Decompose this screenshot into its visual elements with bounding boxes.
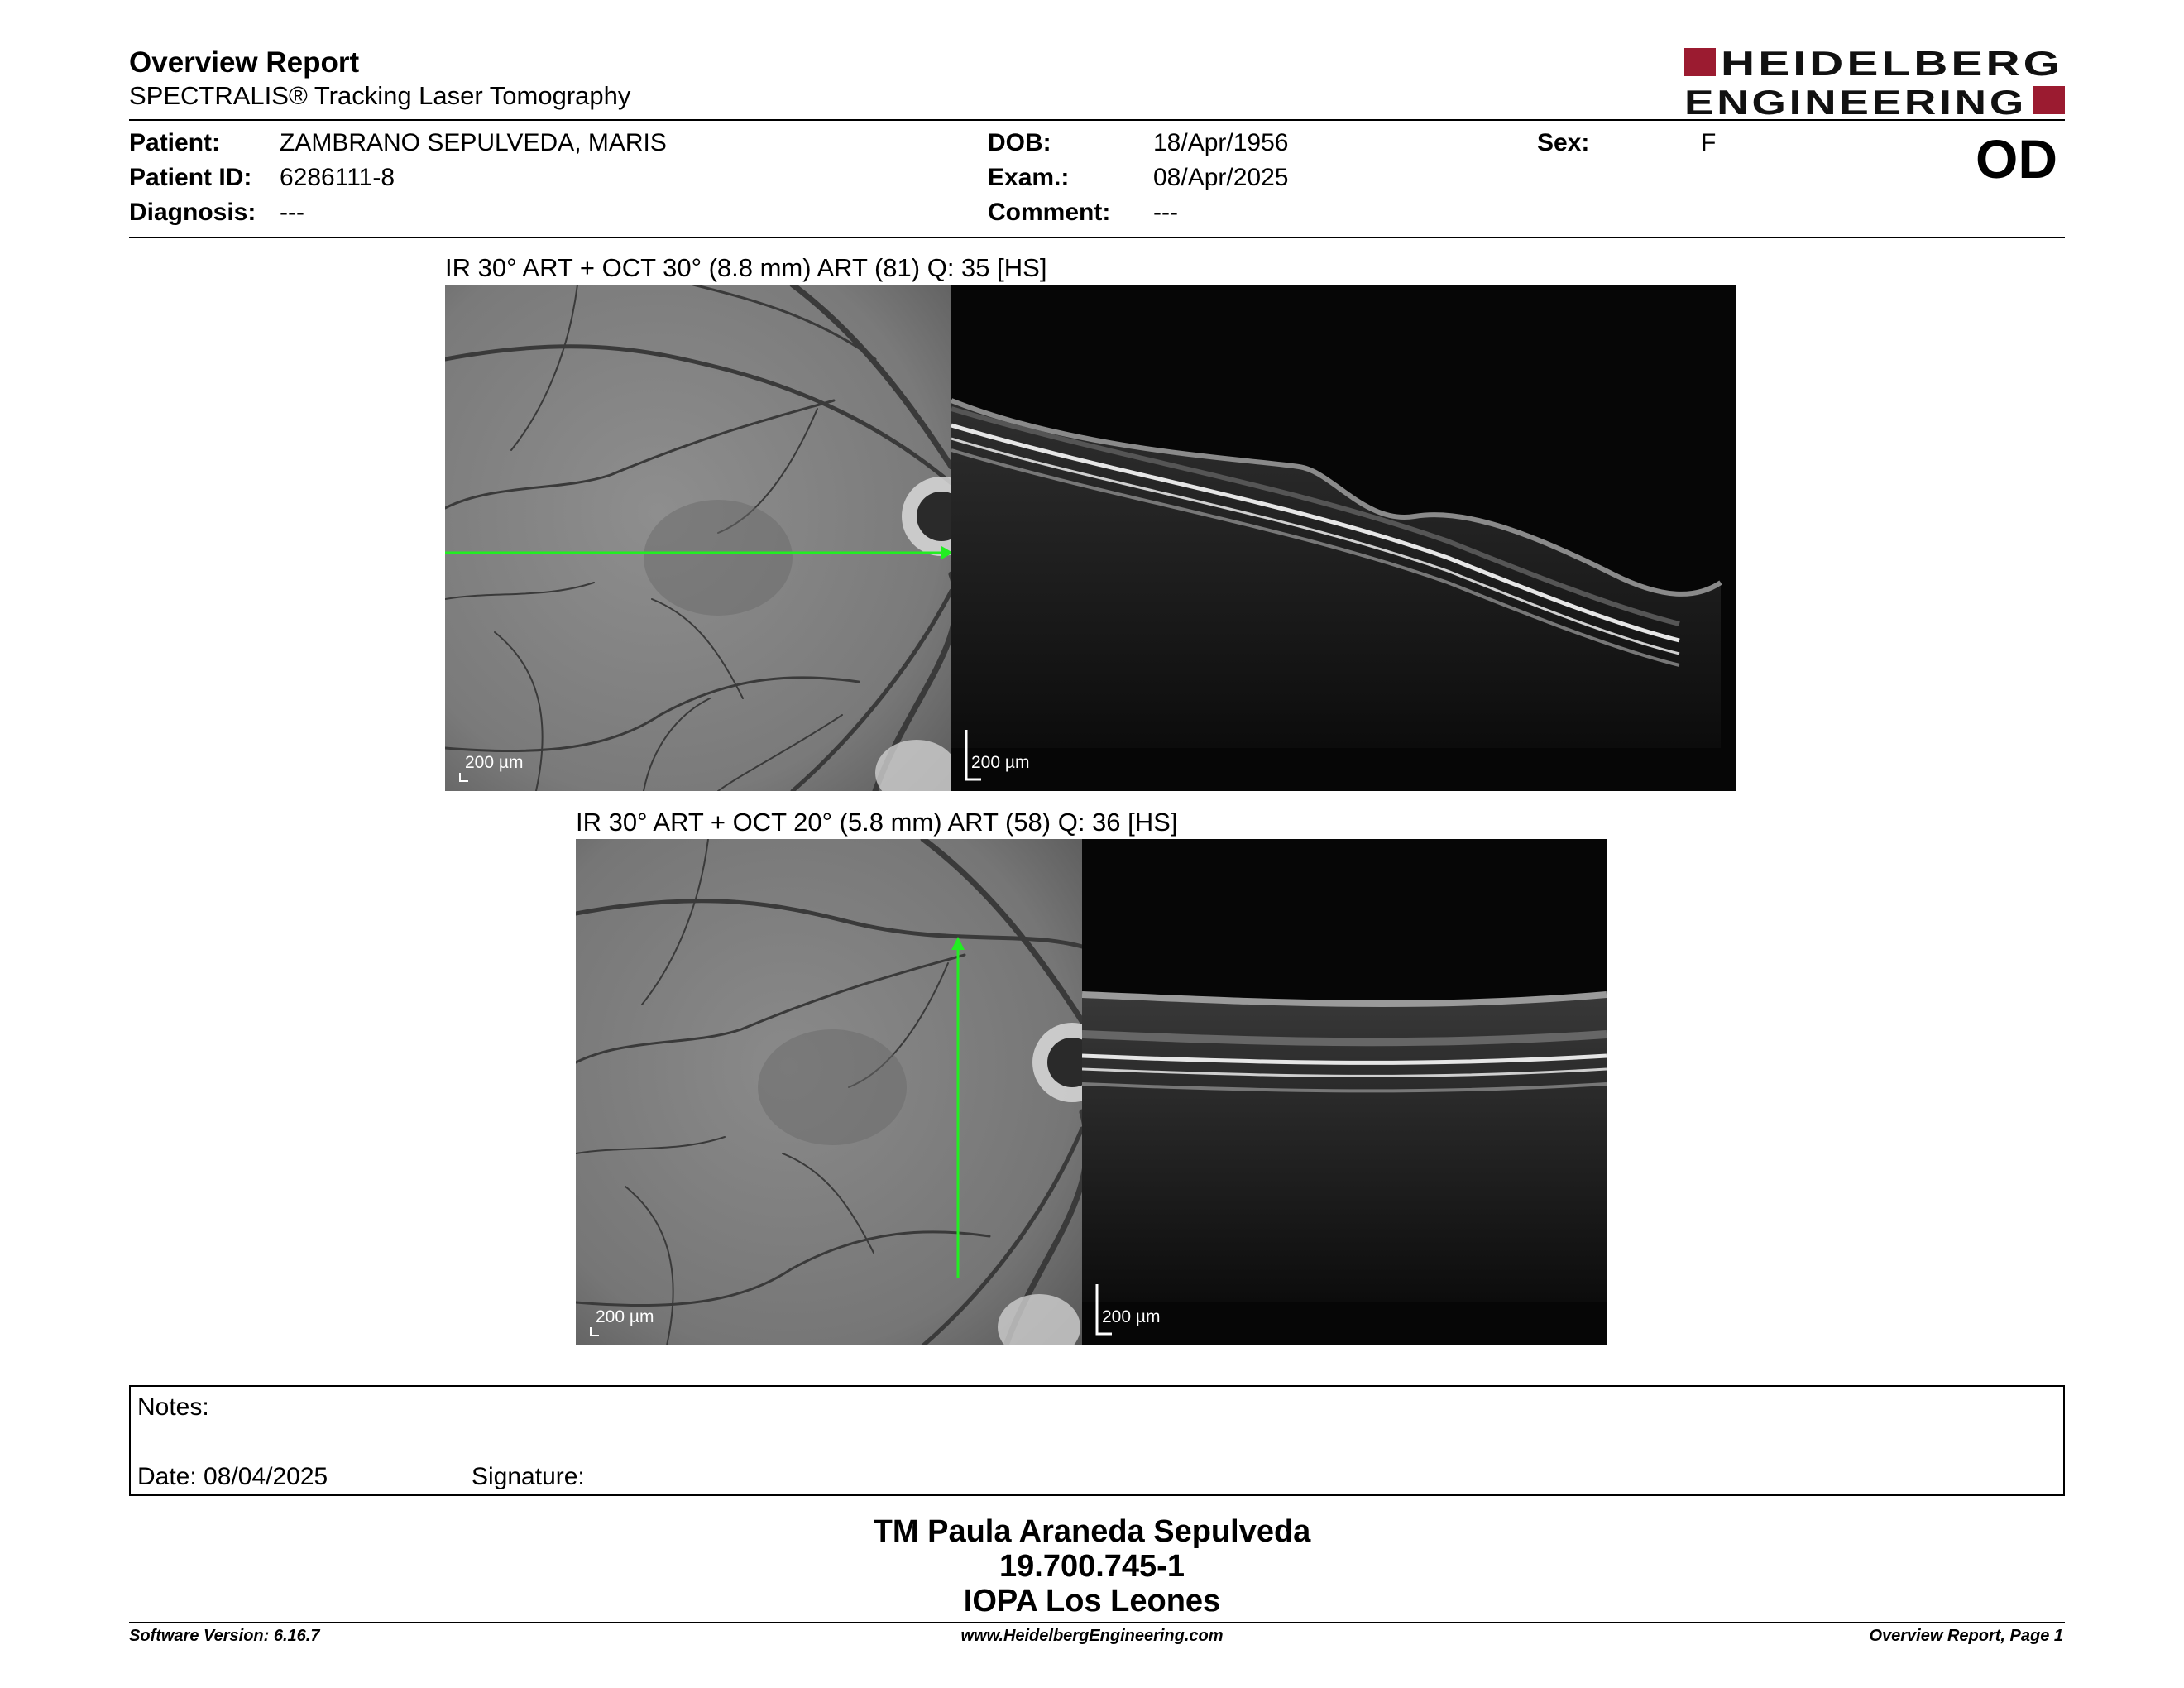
fundus-scale-label: 200 µm <box>596 1307 654 1326</box>
footer-divider <box>129 1622 2065 1623</box>
oct-scale-label: 200 µm <box>1102 1307 1161 1326</box>
svg-text:ENGINEERING: ENGINEERING <box>1684 83 2027 119</box>
heidelberg-logo <box>1684 45 2065 119</box>
sex-value: F <box>1701 129 1717 156</box>
date-label: Date: 08/04/2025 <box>137 1463 328 1490</box>
signer-name: TM Paula Araneda Sepulveda <box>873 1514 1311 1549</box>
patient-id-label: Patient ID: <box>129 164 252 191</box>
scan-caption: IR 30° ART + OCT 30° (8.8 mm) ART (81) Q: 35 [HS] <box>445 253 1047 282</box>
page-info: Overview Report, Page 1 <box>1869 1627 2063 1645</box>
oct-scale-label: 200 µm <box>971 753 1030 772</box>
notes-label: Notes: <box>137 1393 209 1421</box>
signer-place: IOPA Los Leones <box>963 1584 1221 1618</box>
comment-value: --- <box>1153 199 1178 226</box>
software-version: Software Version: 6.16.7 <box>129 1627 320 1645</box>
dob-value: 18/Apr/1956 <box>1153 129 1289 156</box>
header-divider <box>129 119 2065 121</box>
scan-panel <box>576 839 1607 1345</box>
notes-box[interactable] <box>129 1385 2065 1496</box>
diagnosis-label: Diagnosis: <box>129 199 256 226</box>
ir-fundus-image <box>576 839 1082 1345</box>
sex-label: Sex: <box>1537 129 1590 156</box>
oct-bscan-image <box>951 285 1736 791</box>
patient-id: 6286111-8 <box>280 164 395 191</box>
exam-value: 08/Apr/2025 <box>1153 164 1289 191</box>
exam-label: Exam.: <box>988 164 1070 191</box>
report-subtitle: SPECTRALIS® Tracking Laser Tomography <box>129 81 631 110</box>
patient-name: ZAMBRANO SEPULVEDA, MARIS <box>280 129 667 156</box>
dob-label: DOB: <box>988 129 1051 156</box>
scan-caption: IR 30° ART + OCT 20° (5.8 mm) ART (58) Q: 36 [HS] <box>576 808 1178 837</box>
website-link[interactable]: www.HeidelbergEngineering.com <box>960 1627 1224 1645</box>
svg-text:HEIDELBERG: HEIDELBERG <box>1721 45 2063 83</box>
comment-label: Comment: <box>988 199 1111 226</box>
fundus-scale-label: 200 µm <box>465 753 524 772</box>
report-title: Overview Report <box>129 46 360 79</box>
patient-label: Patient: <box>129 129 221 156</box>
scan-panel <box>445 285 1736 791</box>
diagnosis-value: --- <box>280 199 304 226</box>
signature-label: Signature: <box>472 1463 585 1490</box>
signer-id: 19.700.745-1 <box>999 1549 1185 1584</box>
eye-indicator: OD <box>1976 128 2057 189</box>
ir-fundus-image <box>445 285 951 791</box>
patient-divider <box>129 237 2065 238</box>
oct-bscan-image <box>1082 839 1607 1345</box>
